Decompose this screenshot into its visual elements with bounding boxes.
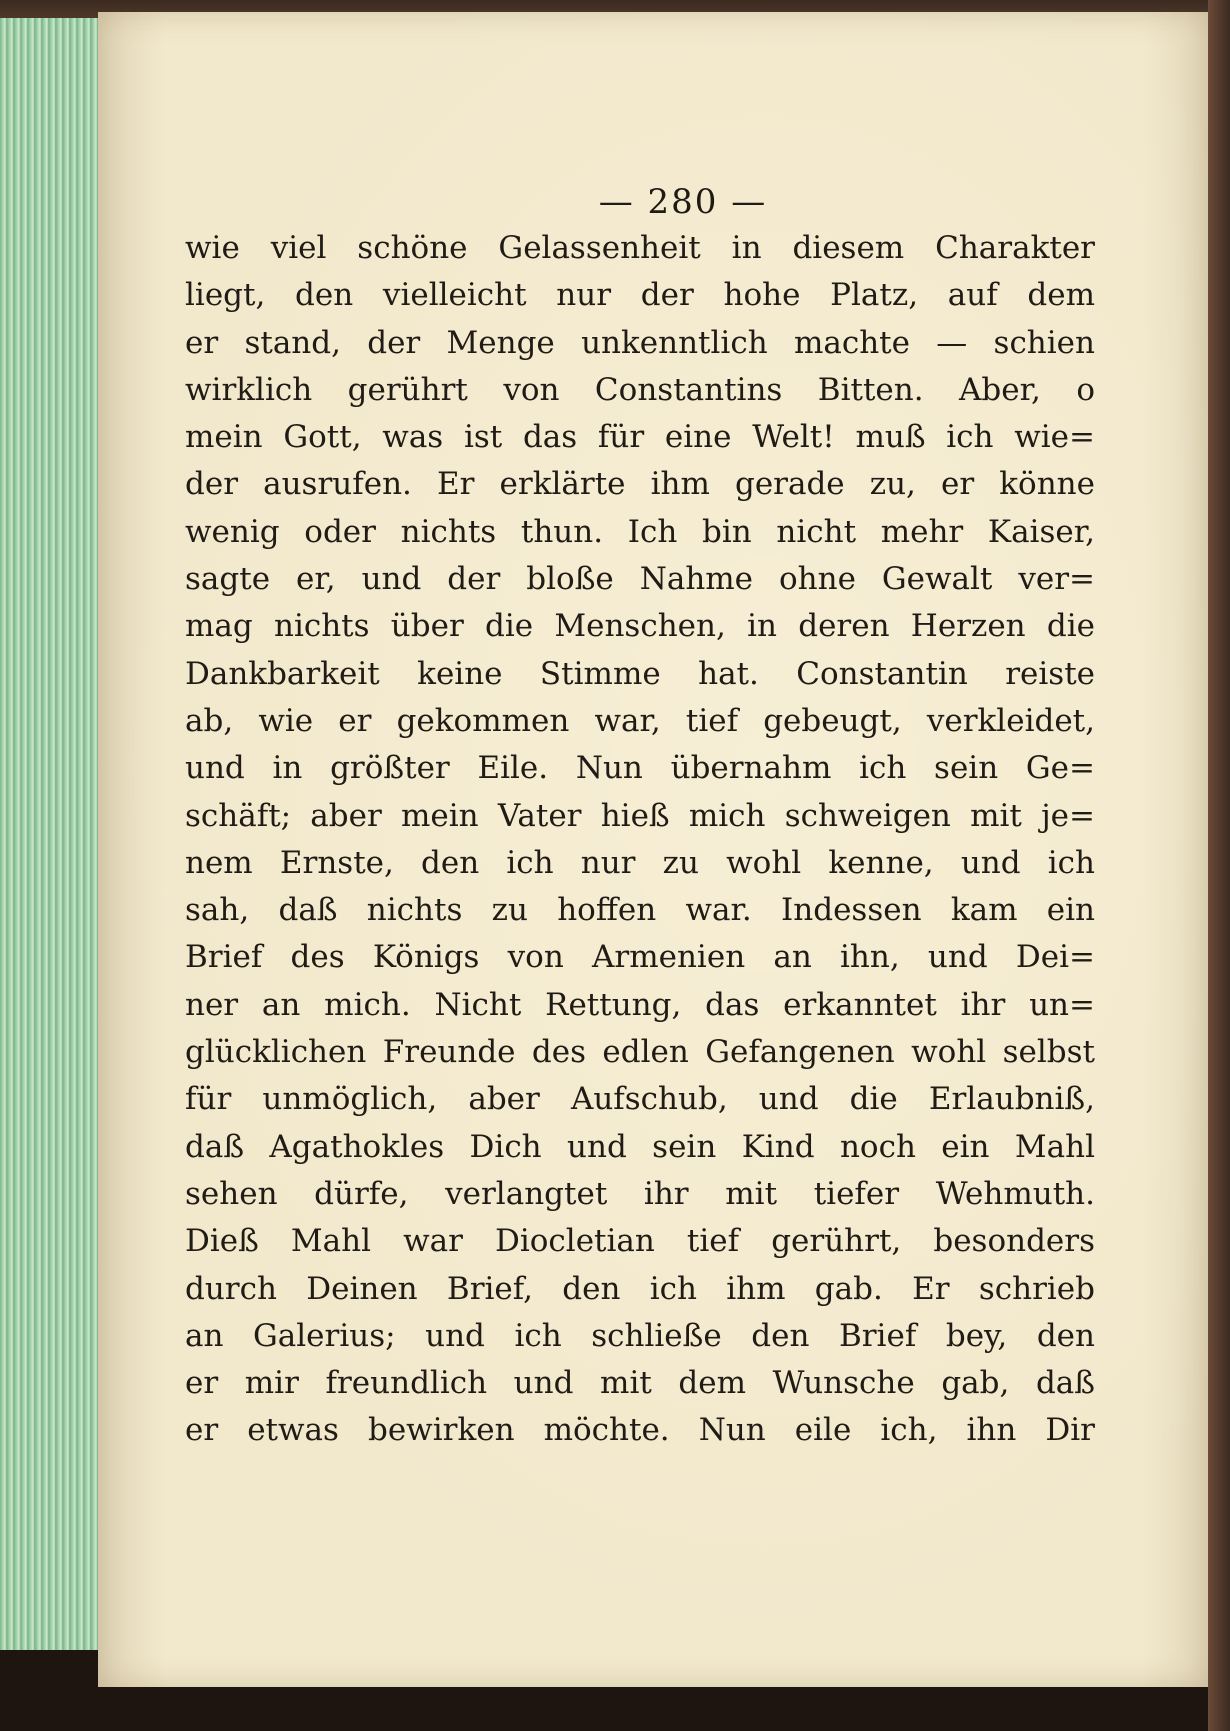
text-line: durch Deinen Brief, den ich ihm gab. Er schrieb: [185, 1270, 1095, 1307]
text-line: ner an mich. Nicht Rettung, das erkanntet ihr un=: [185, 986, 1095, 1023]
text-line: liegt, den vielleicht nur der hohe Platz, auf dem: [185, 277, 1095, 314]
text-line: wirklich gerührt von Constantins Bitten. Aber, o: [185, 371, 1095, 408]
text-line: und in größter Eile. Nun übernahm ich sein Ge=: [185, 750, 1095, 787]
text-line: er etwas bewirken möchte. Nun eile ich, ihn Dir: [185, 1412, 1095, 1449]
text-line: Brief des Königs von Armenien an ihn, und Dei=: [185, 939, 1095, 976]
text-line: glücklichen Freunde des edlen Gefangenen wohl selbst: [185, 1034, 1095, 1071]
page-text: [185, 225, 1095, 1455]
page-number: — 280 —: [598, 182, 768, 222]
text-line: daß Agathokles Dich und sein Kind noch ein Mahl: [185, 1128, 1095, 1165]
text-line: der ausrufen. Er erklärte ihm gerade zu, er könne: [185, 466, 1095, 503]
text-line: nem Ernste, den ich nur zu wohl kenne, und ich: [185, 844, 1095, 881]
text-line: wenig oder nichts thun. Ich bin nicht mehr Kaiser,: [185, 513, 1095, 550]
text-line: er mir freundlich und mit dem Wunsche gab, daß: [185, 1365, 1095, 1402]
text-line: Dieß Mahl war Diocletian tief gerührt, besonders: [185, 1223, 1095, 1260]
text-line: sah, daß nichts zu hoffen war. Indessen kam ein: [185, 892, 1095, 929]
text-line: sagte er, und der bloße Nahme ohne Gewalt ver=: [185, 561, 1095, 598]
text-line: für unmöglich, aber Aufschub, und die Erlaubniß,: [185, 1081, 1095, 1118]
text-line: ab, wie er gekommen war, tief gebeugt, verkleidet,: [185, 702, 1095, 739]
text-line: sehen dürfe, verlangtet ihr mit tiefer Wehmuth.: [185, 1175, 1095, 1212]
text-line: schäft; aber mein Vater hieß mich schweigen mit je=: [185, 797, 1095, 834]
page-edges: [0, 18, 112, 1653]
text-line: er stand, der Menge unkenntlich machte — schien: [185, 324, 1095, 361]
text-line: an Galerius; und ich schließe den Brief bey, den: [185, 1317, 1095, 1354]
text-line: Dankbarkeit keine Stimme hat. Constantin reiste: [185, 655, 1095, 692]
text-line: wie viel schöne Gelassenheit in diesem Charakter: [185, 230, 1095, 266]
text-line: mag nichts über die Menschen, in deren Herzen die: [185, 608, 1095, 645]
text-line: mein Gott, was ist das für eine Welt! muß ich wie=: [185, 419, 1095, 456]
book-cover-right: [1208, 0, 1230, 1731]
